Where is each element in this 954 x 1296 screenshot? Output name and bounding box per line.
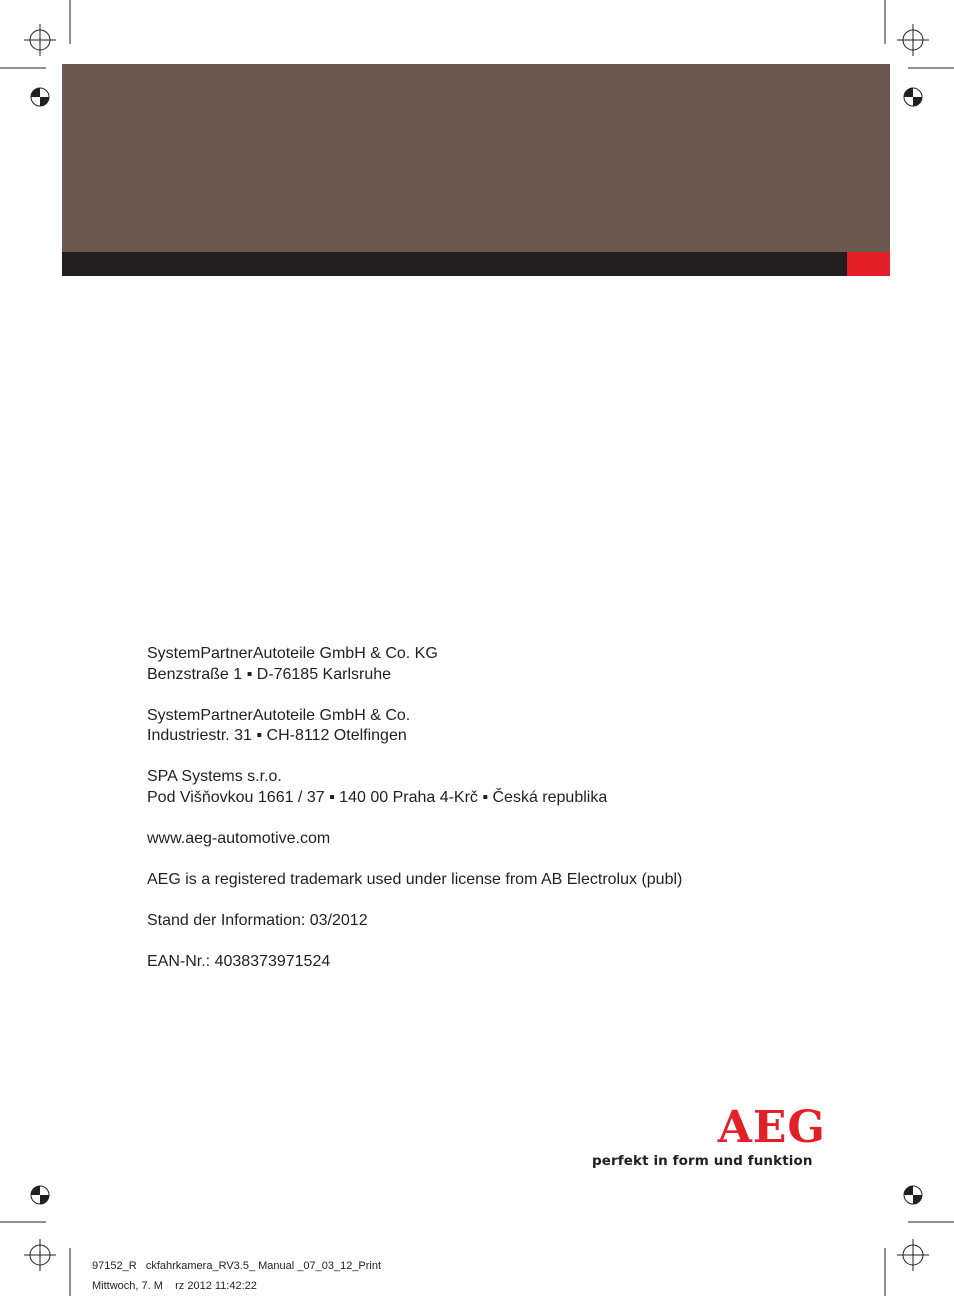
crosshair-registration-icon	[24, 24, 56, 56]
print-slug-line1: 97152_R ckfahrkamera_RV3.5_ Manual _07_03_12_Print	[92, 1260, 382, 1272]
company3-name: SPA Systems s.r.o.	[147, 768, 282, 785]
aeg-wordmark: AEG	[717, 1102, 826, 1153]
half-filled-circle-registration-icon	[904, 88, 922, 106]
half-filled-circle-registration-icon	[31, 1186, 49, 1204]
company1-name: SystemPartnerAutoteile GmbH & Co. KG	[147, 645, 438, 662]
half-filled-circle-registration-icon	[31, 88, 49, 106]
company2-name: SystemPartnerAutoteile GmbH & Co.	[147, 706, 411, 724]
ean-number: EAN-Nr.: 4038373971524	[147, 952, 331, 970]
company3-address: Pod Višňovkou 1661 / 37 ▪ 140 00 Praha 4-Krč ▪ Česká republika	[147, 788, 608, 806]
crosshair-registration-icon	[24, 1239, 56, 1271]
crosshair-registration-icon	[897, 24, 929, 56]
info-date: Stand der Information: 03/2012	[147, 911, 368, 929]
print-slug-line2: Mittwoch, 7. M rz 2012 11:42:22	[92, 1280, 257, 1292]
company2-address: Industriestr. 31 ▪ CH-8112 Otelfingen	[147, 727, 407, 744]
trademark-notice: AEG is a registered trademark used under license from AB Electrolux (publ)	[147, 870, 683, 888]
website-link[interactable]: www.aeg-automotive.com	[147, 829, 331, 847]
company1-address: Benzstraße 1 ▪ D-76185 Karlsruhe	[147, 665, 392, 683]
half-filled-circle-registration-icon	[904, 1186, 922, 1204]
crosshair-registration-icon	[897, 1239, 929, 1271]
aeg-tagline: perfekt in form und funktion	[592, 1153, 813, 1169]
